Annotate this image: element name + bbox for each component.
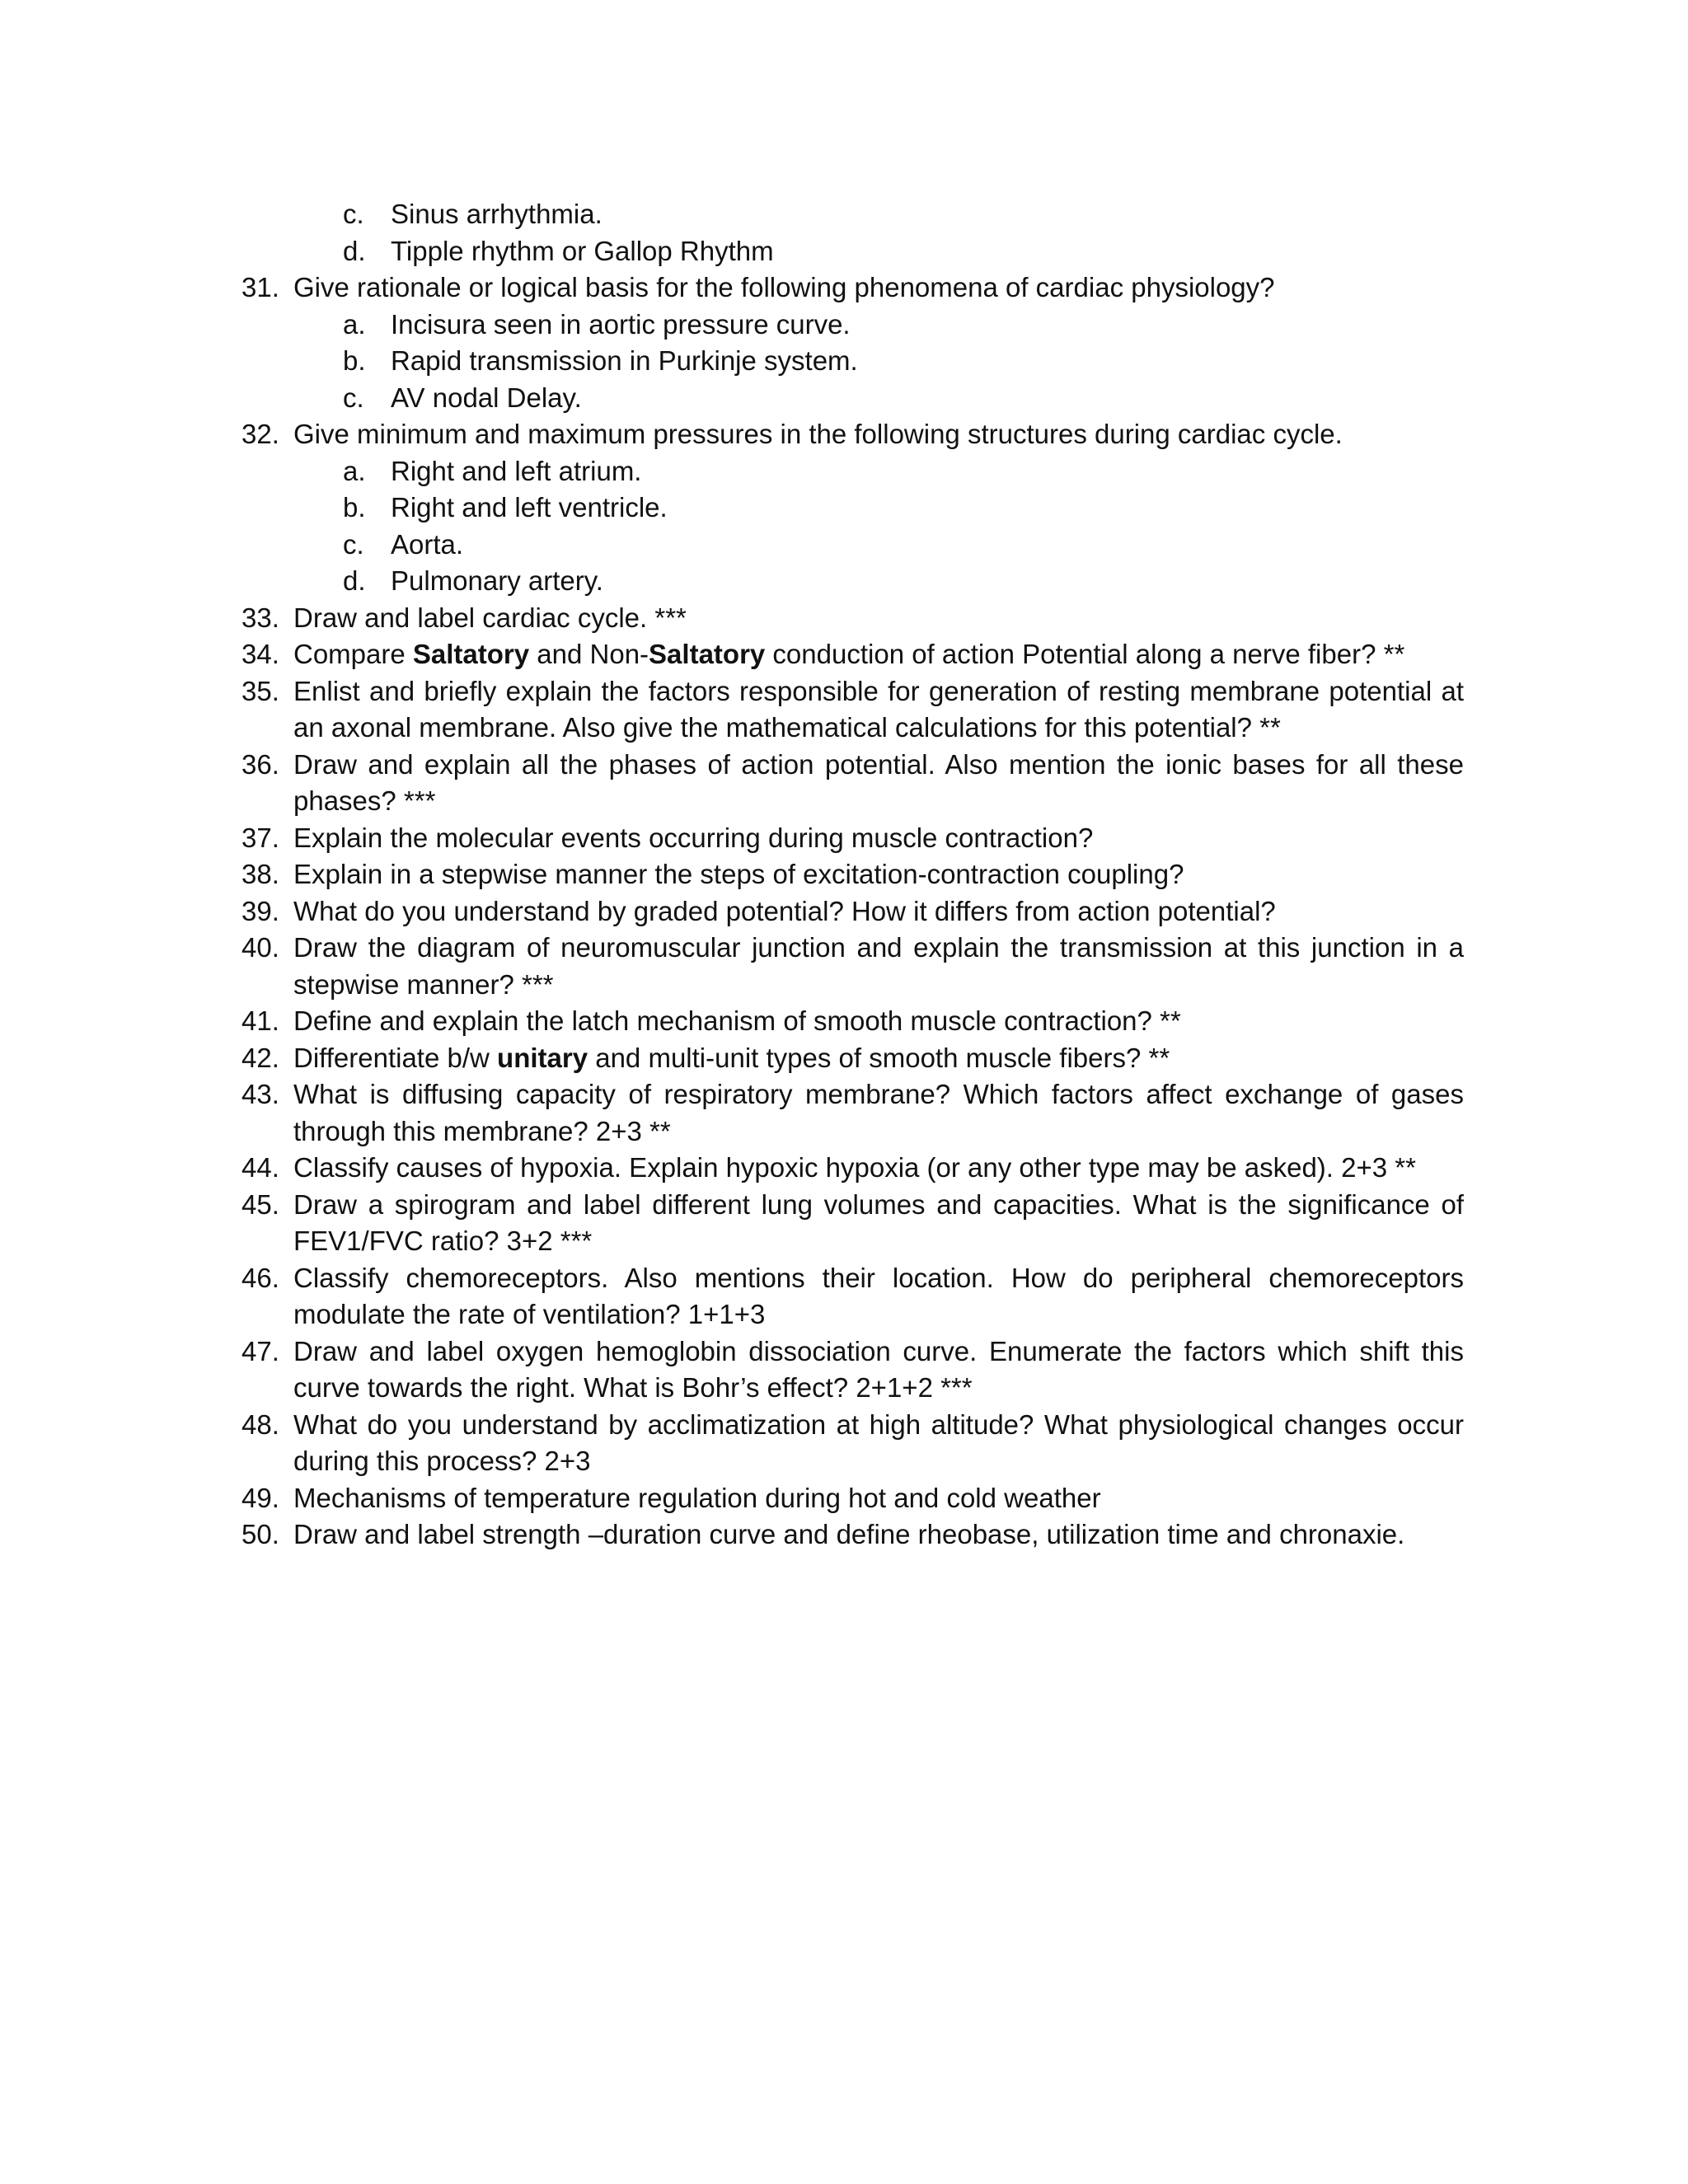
question-number: 33. [241,602,279,633]
list-item [0,636,1688,673]
bold-term: Saltatory [412,639,530,669]
question-text: Draw and label strength –duration curve and define rheobase, utilization time and chronaxie. [293,1519,1405,1549]
list-item [0,343,1688,380]
question-text: What do you understand by acclimatization at high altitude? What physiological changes occur [293,1408,1464,1440]
list-item [0,307,1688,344]
question-text [293,1040,1170,1077]
question-number: 44. [241,1152,279,1183]
list-item [0,600,1688,637]
list-item [0,416,1688,453]
sub-item-text: Right and left ventricle. [391,492,668,523]
question-number: 34. [241,639,279,669]
question-number: 49. [241,1482,279,1513]
list-item [0,1407,1688,1444]
question-number: 36. [241,748,279,780]
list-item [0,453,1688,490]
question-text: modulate the rate of ventilation? 1+1+3 [293,1299,766,1329]
question-number: 31. [241,272,279,302]
question-text: Draw and explain all the phases of action potential. Also mention the ionic bases for all these [293,748,1464,780]
sub-item-letter: c. [343,199,364,229]
question-text: What is diffusing capacity of respiratory membrane? Which factors affect exchange of gases [293,1079,1464,1109]
sub-item-text: AV nodal Delay. [391,382,582,413]
question-text-part: Compare [293,639,413,669]
sub-item-text: Rapid transmission in Purkinje system. [391,345,858,376]
question-text: Define and explain the latch mechanism of smooth muscle contraction? ** [293,1005,1181,1036]
question-number: 39. [241,895,279,926]
question-text: Give rationale or logical basis for the following phenomena of cardiac physiology? [293,272,1275,302]
list-item-continuation [0,1113,1688,1151]
list-item [0,747,1688,784]
question-text: Enlist and briefly explain the factors responsible for generation of resting membrane potential at [293,675,1464,706]
list-item [0,269,1688,307]
list-item [0,1040,1688,1077]
question-number: 37. [241,822,279,853]
question-number: 43. [241,1079,279,1109]
sub-item-text: Pulmonary artery. [391,565,603,596]
list-item [0,930,1688,967]
sub-item-text: Right and left atrium. [391,455,642,486]
list-item [0,1333,1688,1371]
question-text [293,636,1404,673]
list-item [0,1003,1688,1040]
question-text: Mechanisms of temperature regulation during hot and cold weather [293,1482,1101,1513]
list-item [0,1260,1688,1297]
question-number: 48. [241,1408,279,1440]
list-item [0,893,1688,930]
question-text: Draw and label oxygen hemoglobin dissociation curve. Enumerate the factors which shift this [293,1335,1464,1366]
sub-item-text: Tipple rhythm or Gallop Rhythm [391,235,774,266]
question-text-part: conduction of action Potential along a nerve fiber? ** [765,639,1405,669]
question-text: Explain the molecular events occurring during muscle contraction? [293,822,1094,853]
question-text: Draw a spirogram and label different lung volumes and capacities. What is the significance of [293,1188,1464,1220]
question-text: curve towards the right. What is Bohr’s effect? 2+1+2 *** [293,1372,973,1403]
list-item [0,1150,1688,1187]
sub-item-letter: b. [343,492,366,523]
list-item [0,1187,1688,1224]
list-item-continuation [0,1223,1688,1260]
sub-item-text: Aorta. [391,528,464,560]
question-text: an axonal membrane. Also give the mathematical calculations for this potential? ** [293,712,1281,743]
list-item [0,856,1688,893]
list-item-continuation [0,1370,1688,1407]
question-text: Explain in a stepwise manner the steps of excitation-contraction coupling? [293,859,1184,889]
list-item-continuation [0,710,1688,747]
question-number: 35. [241,675,279,706]
question-text: through this membrane? 2+3 ** [293,1115,671,1146]
list-item-continuation [0,967,1688,1004]
sub-item-letter: d. [343,235,366,266]
sub-item-text: Incisura seen in aortic pressure curve. [391,308,851,340]
question-text: What do you understand by graded potential? How it differs from action potential? [293,895,1276,926]
question-number: 50. [241,1519,279,1549]
question-number: 45. [241,1188,279,1220]
question-text: Classify chemoreceptors. Also mentions their location. How do peripheral chemoreceptors [293,1262,1464,1293]
question-text: Draw the diagram of neuromuscular junction and explain the transmission at this junction in a [293,932,1464,963]
list-item [0,563,1688,600]
question-text: Draw and label cardiac cycle. *** [293,602,687,633]
list-item [0,233,1688,270]
question-number: 42. [241,1042,279,1073]
question-text-part: and multi-unit types of smooth muscle fibers? ** [588,1042,1170,1073]
sub-item-letter: d. [343,565,366,596]
question-text-part: and Non- [529,639,649,669]
sub-item-text: Sinus arrhythmia. [391,199,603,229]
bold-term: Saltatory [649,639,766,669]
sub-item-letter: a. [343,455,366,486]
question-text-part: Differentiate b/w [293,1042,498,1073]
sub-item-letter: b. [343,345,366,376]
list-item [0,196,1688,233]
question-list [0,196,1688,1554]
list-item-continuation [0,1443,1688,1480]
list-item [0,490,1688,527]
question-number: 47. [241,1335,279,1366]
question-text: Classify causes of hypoxia. Explain hypoxic hypoxia (or any other type may be asked). 2+3 ** [293,1152,1416,1183]
list-item-continuation [0,783,1688,820]
question-text: during this process? 2+3 [293,1446,591,1476]
list-item [0,1076,1688,1113]
sub-item-letter: c. [343,382,364,413]
question-number: 40. [241,932,279,963]
question-text: stepwise manner? *** [293,968,554,1000]
list-item [0,380,1688,417]
list-item [0,1480,1688,1517]
bold-term: unitary [497,1042,588,1073]
question-number: 38. [241,859,279,889]
sub-item-letter: c. [343,528,364,560]
question-number: 32. [241,419,279,449]
list-item-continuation [0,1296,1688,1333]
sub-item-letter: a. [343,308,366,340]
list-item [0,527,1688,564]
list-item [0,673,1688,710]
question-number: 46. [241,1262,279,1293]
list-item [0,820,1688,857]
question-number: 41. [241,1005,279,1036]
question-text: Give minimum and maximum pressures in the following structures during cardiac cycle. [293,419,1343,449]
question-text: FEV1/FVC ratio? 3+2 *** [293,1226,593,1256]
list-item [0,1516,1688,1554]
question-text: phases? *** [293,785,436,816]
